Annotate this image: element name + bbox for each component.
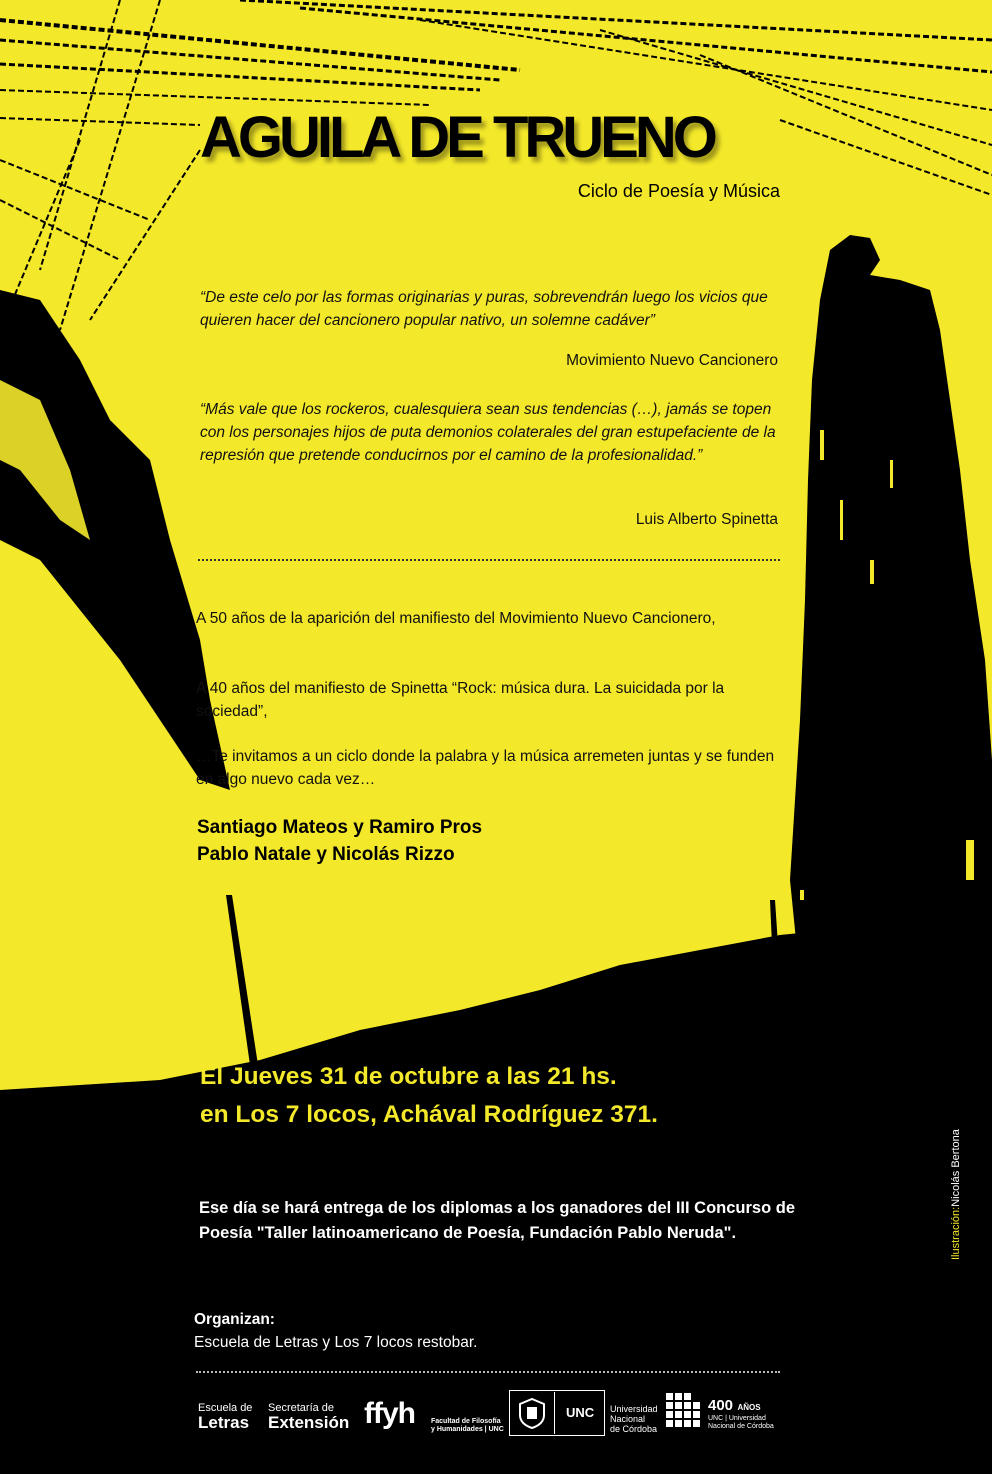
logo-wordmark: 400: [708, 1397, 734, 1414]
secretaria-extension-logo: [268, 1402, 349, 1432]
unc-crest-icon: [518, 1397, 546, 1429]
400-anos-logo: [708, 1397, 774, 1431]
badge-divider: [554, 1392, 555, 1434]
credit-name: Nicolás Bertona: [950, 1129, 962, 1207]
quote-author: Luis Alberto Spinetta: [635, 511, 778, 528]
logo-caption: Escuela de: [198, 1402, 253, 1414]
performer-line: Santiago Mateos y Ramiro Pros: [197, 817, 483, 838]
dotted-divider: [198, 559, 780, 561]
credit-prefix: Ilustración:: [950, 1206, 962, 1260]
event-venue: en Los 7 locos, Achával Rodríguez 371.: [200, 1101, 658, 1128]
logo-wordmark: ffyh: [364, 1397, 415, 1430]
logo-wordmark: Letras: [198, 1413, 250, 1432]
logo-caption: Secretaría de: [268, 1402, 335, 1414]
logo-caption: de Córdoba: [610, 1424, 658, 1434]
quote-text: “De este celo por las formas originarias y puras, sobrevendrán luego los vicios que quieren hacer del cancionero popular nativo, un solemne cadáver”: [200, 289, 768, 329]
escuela-letras-logo: [198, 1402, 252, 1432]
logo-wordmark: UNC: [566, 1405, 595, 1420]
ffyh-logo: [364, 1397, 415, 1431]
performer-line: Pablo Natale y Nicolás Rizzo: [197, 844, 455, 865]
quote-author: Movimiento Nuevo Cancionero: [566, 352, 778, 369]
poster-subtitle: Ciclo de Poesía y Música: [577, 181, 780, 201]
grid-emblem-icon: [666, 1393, 702, 1435]
organizers-heading: Organizan:: [194, 1311, 275, 1328]
logo-caption: UNC | Universidad: [708, 1415, 766, 1422]
illustration-credit: [950, 1129, 962, 1260]
award-notice: Ese día se hará entrega de los diplomas a los ganadores del III Concurso de Poesía "Taller latinoamericano de Poesía, Fundación Pablo Neruda".: [199, 1199, 796, 1242]
logo-caption: Facultad de Filosofía: [431, 1418, 501, 1425]
logo-caption: Nacional: [610, 1414, 646, 1424]
organizers-text: Escuela de Letras y Los 7 locos restobar.: [194, 1334, 478, 1351]
logo-wordmark: Extensión: [268, 1413, 350, 1432]
unc-badge: [509, 1390, 605, 1436]
ffyh-caption: [431, 1418, 504, 1434]
event-date: El Jueves 31 de octubre a las 21 hs.: [200, 1063, 617, 1090]
logo-caption: AÑOS: [737, 1403, 761, 1412]
dotted-divider: [196, 1371, 780, 1373]
quote-text: “Más vale que los rockeros, cualesquiera sean sus tendencias (…), jamás se topen con los personajes hijos de puta demonios colaterales del gran estupefaciente de la represión que pretende conducirnos por el camino de la profesionalidad.”: [200, 401, 776, 464]
intro-paragraph: A 40 años del manifiesto de Spinetta “Rock: música dura. La suicidada por la sociedad”,: [196, 680, 725, 720]
poster-title: AGUILA DE TRUENO: [200, 105, 714, 170]
unc-caption: [610, 1404, 658, 1434]
intro-paragraph: A 50 años de la aparición del manifiesto del Movimiento Nuevo Cancionero,: [196, 610, 716, 627]
logo-caption: Nacional de Córdoba: [708, 1423, 774, 1430]
intro-paragraph: …Te invitamos a un ciclo donde la palabra y la música arremeten juntas y se funden en algo nuevo cada vez…: [196, 748, 775, 788]
logo-caption: y Humanidades | UNC: [431, 1426, 504, 1433]
logo-caption: Universidad: [610, 1404, 658, 1414]
